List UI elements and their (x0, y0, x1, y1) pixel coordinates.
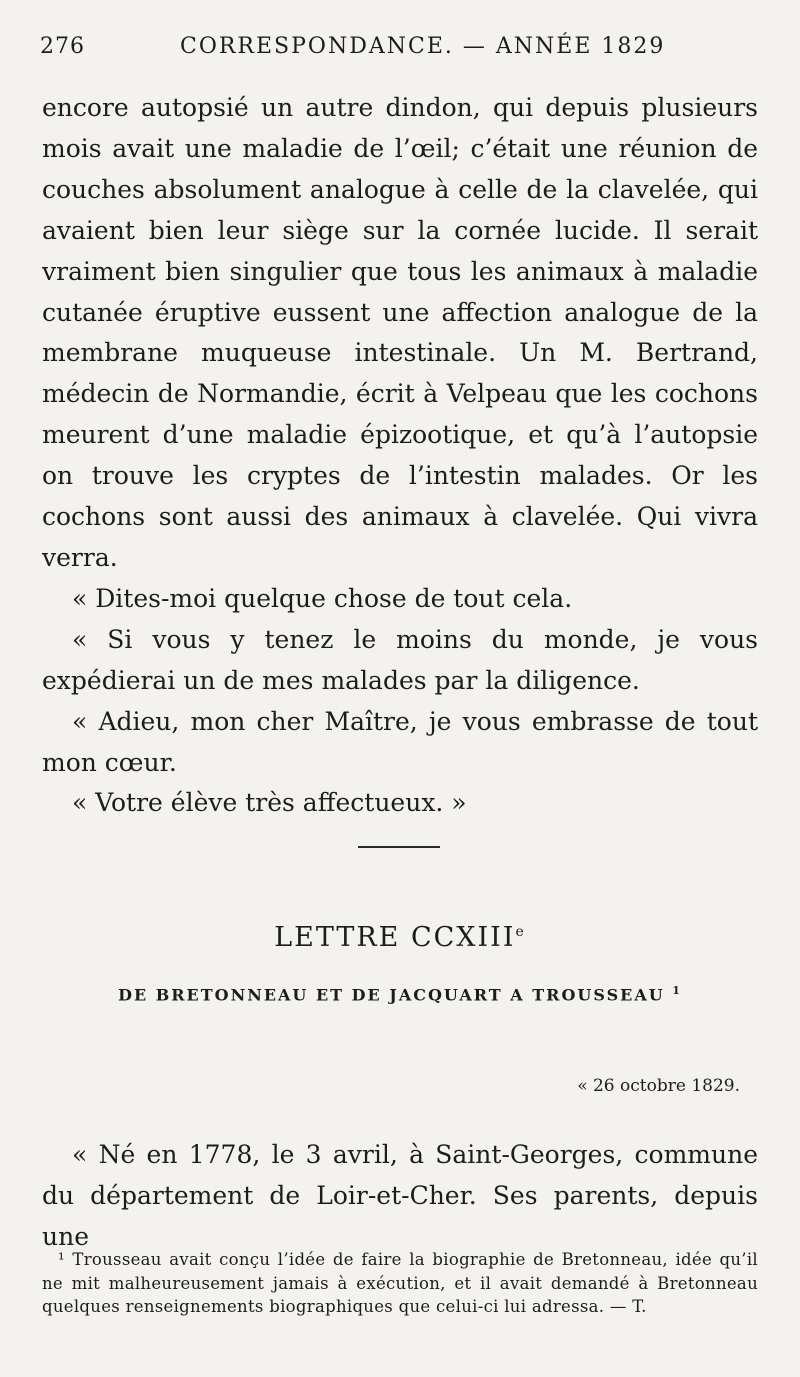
section-divider (358, 846, 440, 848)
paragraph: « Si vous y tenez le moins du monde, je vous expédierai un de mes malades par la diligence. (42, 624, 758, 695)
footnote-text: ¹ Trousseau avait conçu l’idée de faire la biographie de Bretonneau, idée qu’il ne mit malheureusement jamais à exécution, et il avait demandé à Bretonneau quelques renseignements biographiques que celui-ci lui adressa. — T. (42, 1250, 758, 1316)
paragraph: encore autopsié un autre dindon, qui depuis plusieurs mois avait une maladie de l’œil; c’était une réunion de couches absolument analogue à celle de la clavelée, qui avaient bien leur siège sur la cornée lucide. Il serait vraiment bien singulier que tous les animaux à maladie cutanée éruptive eussent une affection analogue de la membrane muqueuse intestinale. Un M. Bertrand, médecin de Normandie, écrit à Velpeau que les cochons meurent d’une maladie épizootique, et qu’à l’autopsie on trouve les cryptes de l’intestin malades. Or les cochons sont aussi des animaux à clavelée. Qui vivra verra. (42, 93, 758, 572)
paragraph: « Dites-moi quelque chose de tout cela. (72, 583, 573, 613)
running-title: CORRESPONDANCE. — ANNÉE 1829 (180, 34, 666, 59)
footnote-reference: 1 (672, 984, 682, 997)
letter-subtitle-text: DE BRETONNEAU ET DE JACQUART A TROUSSEAU (118, 985, 665, 1005)
letter-title (0, 922, 800, 953)
letter-subtitle (0, 984, 800, 1004)
letter-title-superscript: e (515, 924, 526, 940)
letter-date: « 26 octobre 1829. (577, 1076, 740, 1096)
paragraph: « Adieu, mon cher Maître, je vous embrasse de tout mon cœur. (42, 706, 758, 777)
paragraph: « Né en 1778, le 3 avril, à Saint-Georges, commune du département de Loir-et-Cher. Ses parents, depuis une (42, 1140, 758, 1251)
page-header (40, 34, 756, 68)
paragraph: « Votre élève très affectueux. » (72, 788, 467, 818)
letter-body-continued (42, 88, 758, 824)
letter-body (42, 1134, 758, 1257)
footnote (42, 1248, 758, 1319)
page-number: 276 (40, 34, 85, 59)
letter-title-text: LETTRE CCXIII (274, 922, 516, 953)
